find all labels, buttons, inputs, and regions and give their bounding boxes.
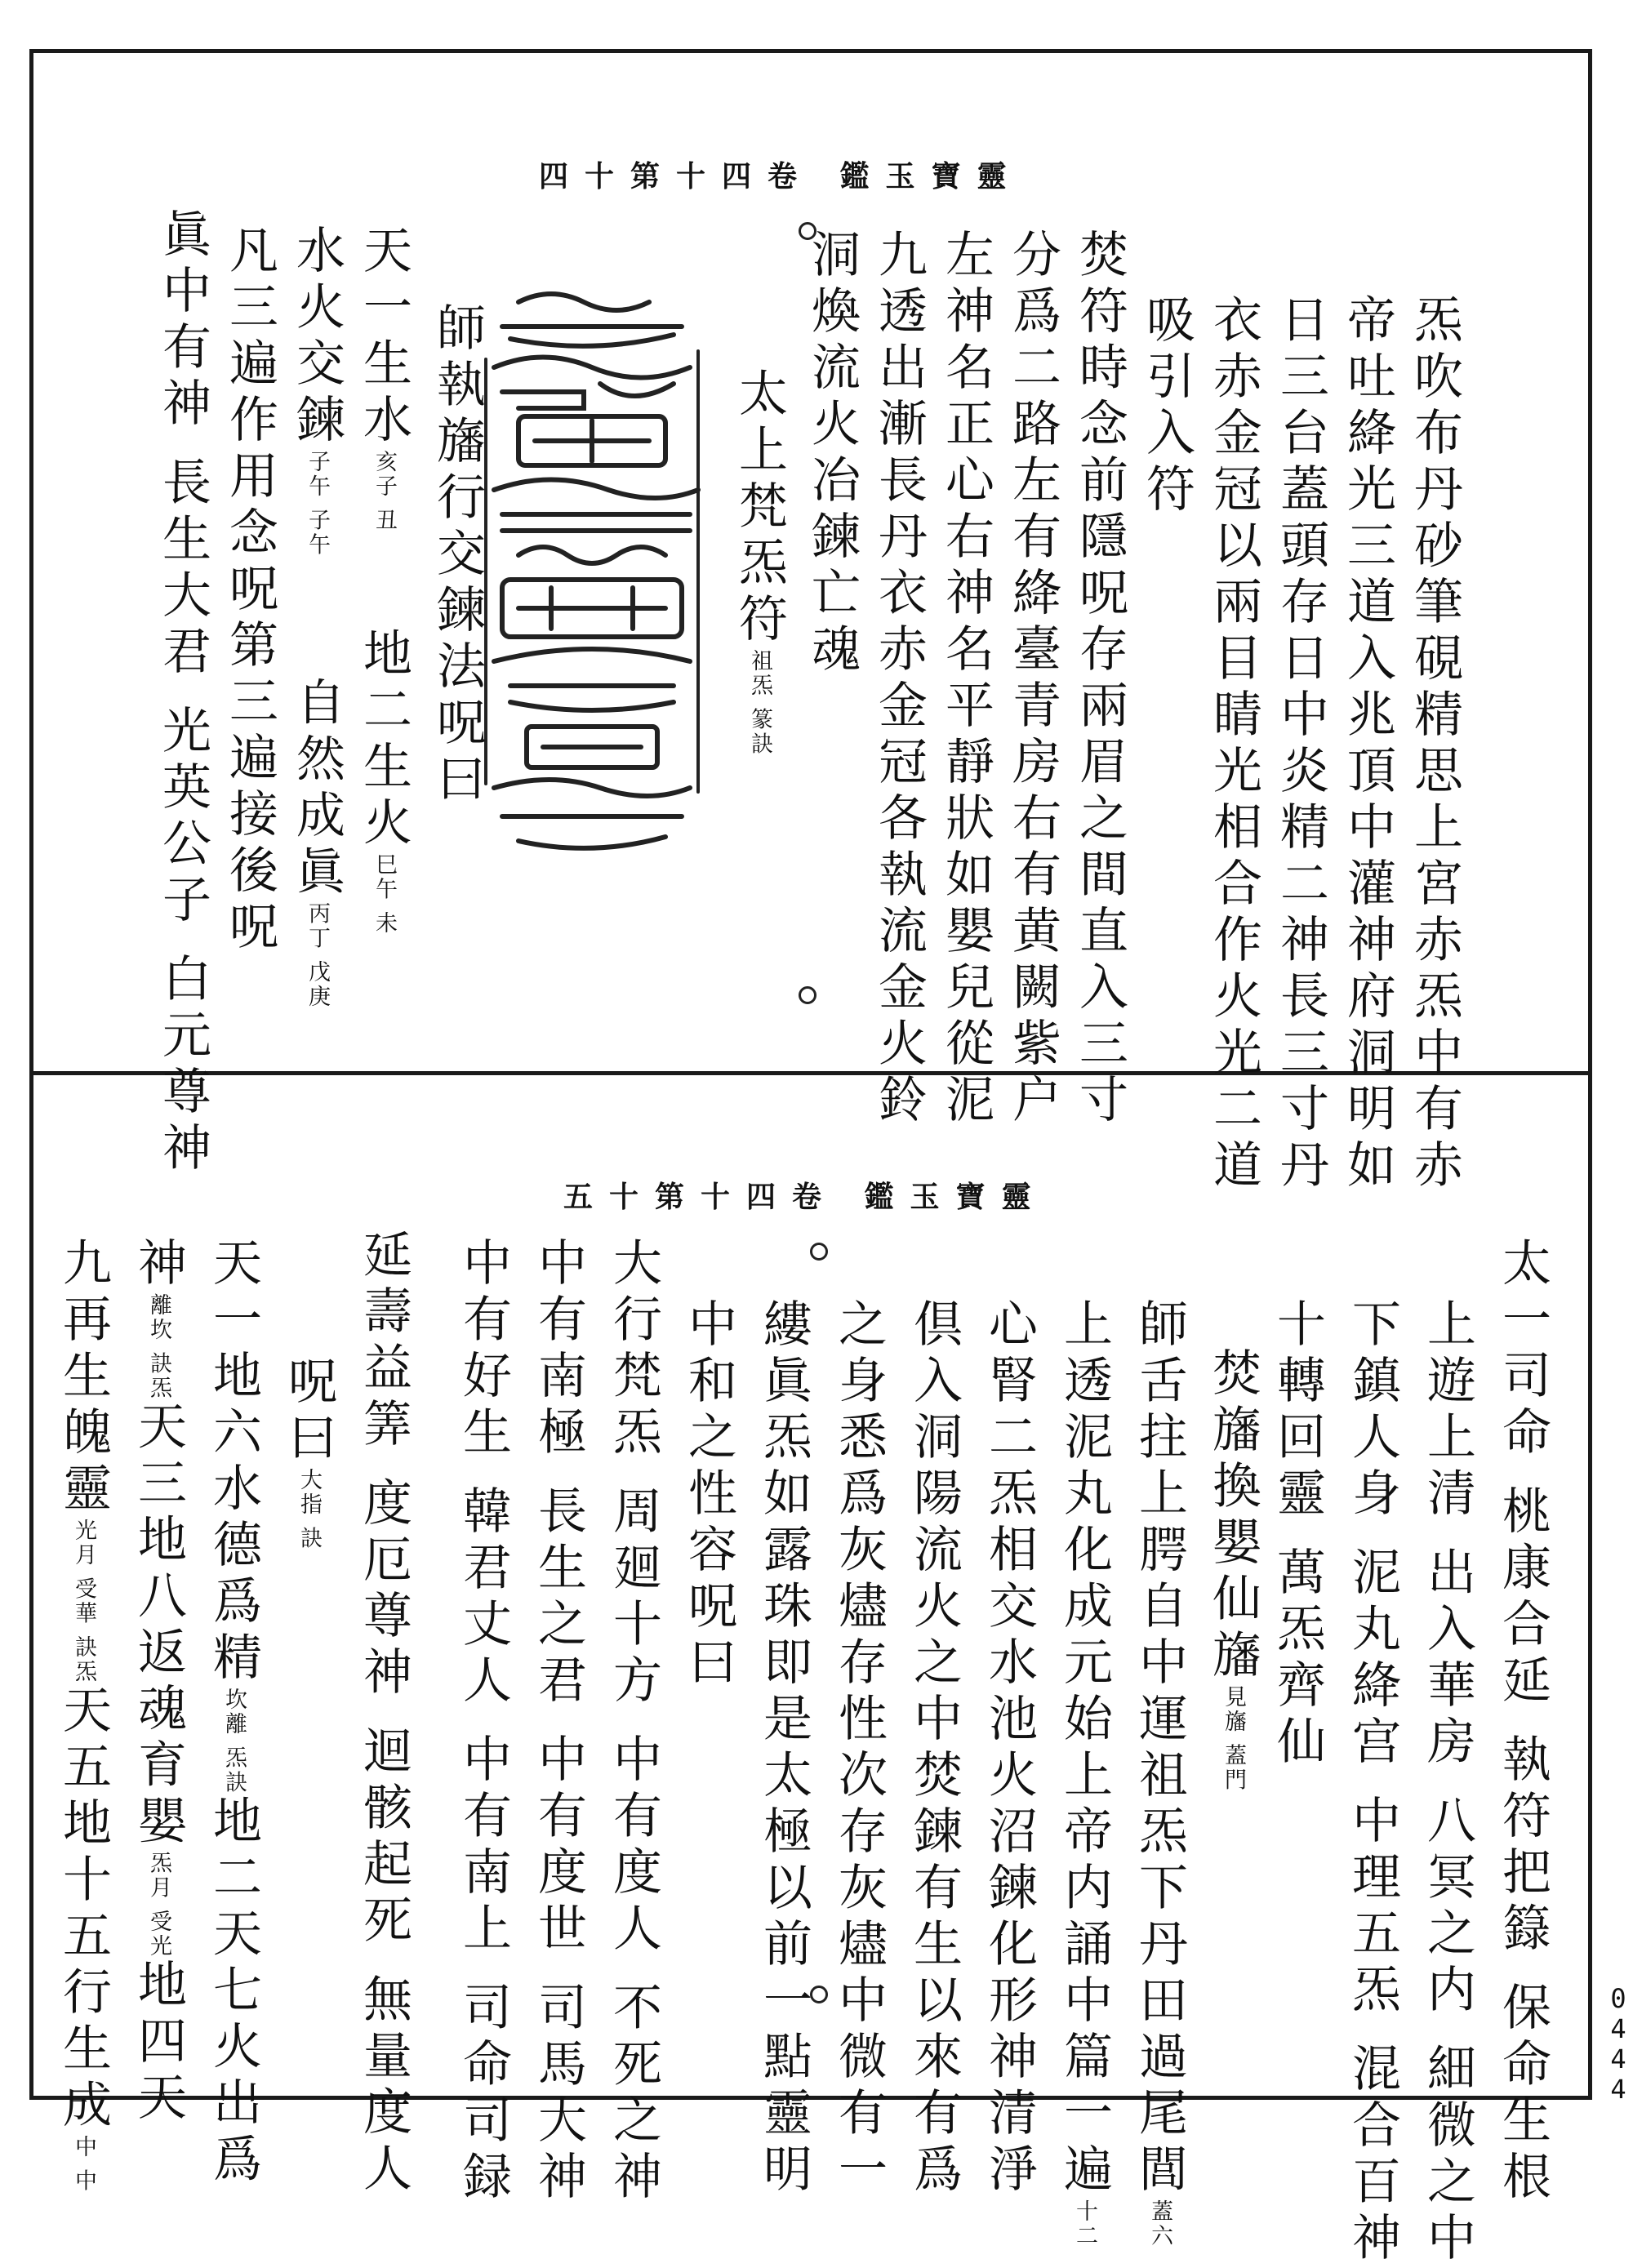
bottom-col-20: 九再生魄靈光月 受華 訣炁天五地十五行生成中 中: [55, 1237, 112, 2194]
top-header: 靈寶玉鑑 卷四十第十四: [539, 159, 1023, 193]
bottom-col-4: 十轉回靈 萬炁齊仙: [1269, 1298, 1326, 1772]
bottom-col-11: 縷眞炁如露珠即是太極以前一點靈明: [755, 1298, 812, 2199]
bottom-header: 靈寶玉鑑 卷四十第十五: [563, 1180, 1048, 1214]
top-col-1: 炁吹布丹砂筆硯精思上宮赤炁中有赤: [1406, 294, 1463, 1195]
top-col-6: 焚符時念前隱呪存兩眉之間直入三寸: [1071, 229, 1128, 1130]
bottom-col-17: 呪曰大指 訣: [280, 1355, 337, 1551]
top-col-8: 左神名正心右神名平靜狀如嬰兒從泥: [937, 229, 994, 1130]
top-col-11: 太上梵炁符祖炁 篆訣: [731, 367, 788, 757]
top-col-10: 洞煥流火冶鍊亡魂: [803, 229, 861, 679]
bottom-col-13: 大行梵炁 周廻十方 中有度人 不死之神: [605, 1237, 662, 2208]
bottom-col-3: 下鎮人身 泥丸絳宫 中理五炁 混合百神: [1344, 1298, 1401, 2268]
bottom-col-7: 上透泥丸化成元始上帝内誦中篇一遍十二: [1056, 1298, 1113, 2248]
bottom-col-12: 中和之性容呪曰: [680, 1298, 737, 1692]
top-col-12: 師執旛行交鍊法呪曰: [429, 302, 486, 809]
bottom-circle-2: [810, 1986, 828, 2003]
top-col-9: 九透出漸長丹衣赤金冠各執流金火鈴: [870, 229, 928, 1130]
bottom-col-16: 延壽益筭 度厄尊神 迴骸起死 無量度人: [355, 1229, 412, 2199]
bottom-col-5: 焚旛換嬰仙旛見旛 蓋門: [1204, 1347, 1261, 1793]
bottom-col-18: 天一地六水德爲精坎離 炁訣地二天七火出爲: [205, 1237, 262, 2190]
bottom-circle-1: [810, 1243, 828, 1261]
top-col-11-note: 祖炁 篆訣: [747, 649, 772, 757]
top-col-13: 天一生水亥子 丑 地二生火巳午 未: [355, 225, 412, 936]
bottom-col-15: 中有好生 韓君丈人 中有南上 司命司録: [455, 1237, 512, 2208]
bottom-col-9: 倶入洞陽流火之中焚鍊有生以來有爲: [905, 1298, 963, 2199]
top-circle-2: [799, 986, 816, 1004]
top-col-2: 帝吐絳光三道入兆頂中灌神府洞明如: [1339, 294, 1396, 1195]
bottom-col-14: 中有南極 長生之君 中有度世 司馬大神: [530, 1237, 587, 2208]
top-col-5: 吸引入符: [1138, 294, 1195, 519]
top-col-14: 水火交鍊子午 子午 自然成眞丙丁 戊庚: [288, 225, 345, 1010]
bottom-col-19: 神離坎 訣炁天三地八返魂育嬰炁月 受光地四天: [130, 1237, 187, 2128]
bottom-col-10: 之身悉爲灰燼存性次存灰燼中微有一: [830, 1298, 888, 2199]
top-col-4: 衣赤金冠以兩目睛光相合作火光二道: [1205, 294, 1262, 1195]
bottom-col-1: 太一司命 桃康合延 執符把籙 保命生根: [1494, 1237, 1551, 2208]
bottom-col-2: 上遊上清 出入華房 八冥之内 細微之中: [1419, 1298, 1476, 2268]
top-col-7: 分爲二路左有絳臺青房右有黄闕紫户: [1004, 229, 1061, 1130]
top-col-3: 日三台蓋頭存日中炎精二神長三寸丹: [1272, 294, 1329, 1195]
bottom-col-6: 師舌拄上腭自中運祖炁下丹田過尾閭蓋六: [1131, 1298, 1188, 2248]
page-number: 0 4 4 4: [1610, 1983, 1626, 2105]
top-col-16: 眞中有神 長生大君 光英公子 白元尊神: [154, 208, 211, 1179]
talisman-seal-image: [469, 278, 714, 865]
bottom-col-8: 心腎二炁相交水池火沼鍊化形神清淨: [981, 1298, 1038, 2199]
top-col-15: 凡三遍作用念呪第三遍接後呪: [221, 225, 278, 957]
